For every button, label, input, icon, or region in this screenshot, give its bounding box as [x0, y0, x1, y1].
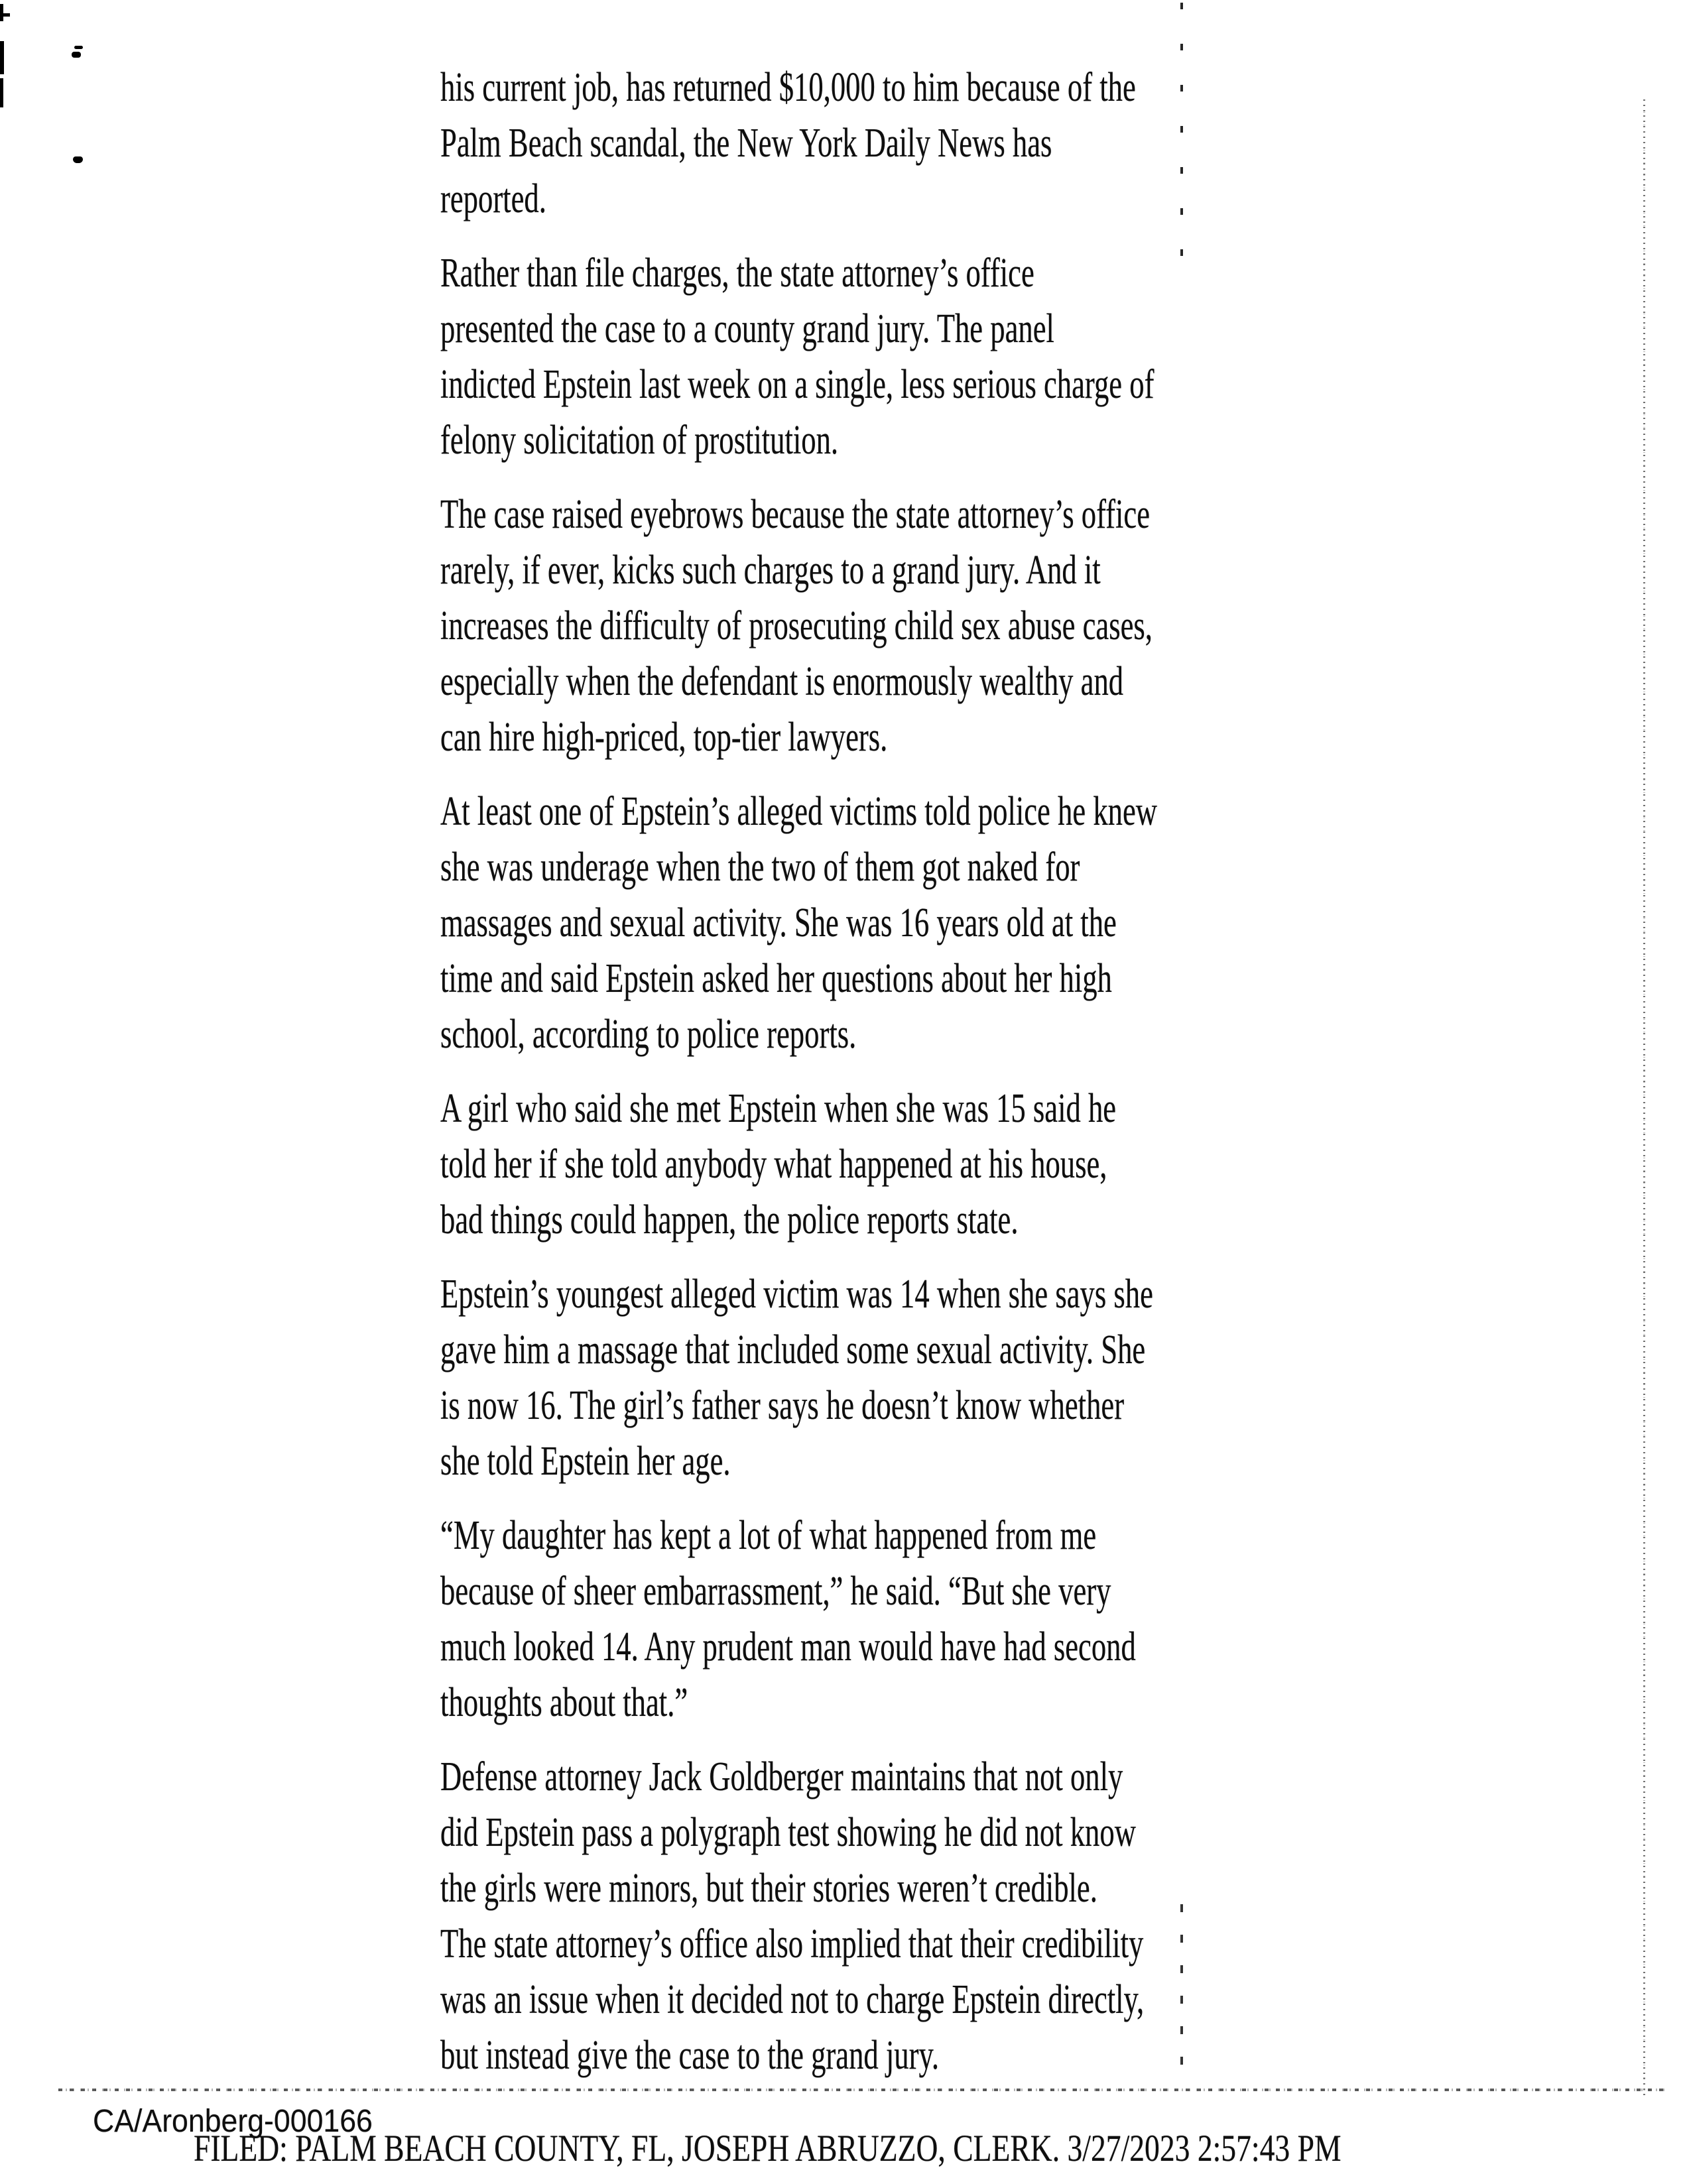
text-line: much looked 14. Any prudent man would have had second [440, 1624, 1136, 1669]
paragraph [440, 60, 1247, 227]
text-line: was an issue when it decided not to charge Epstein directly, [440, 1977, 1145, 2022]
bates-number: CA/Aronberg-000166 [93, 2104, 373, 2139]
left-edge-mark [0, 78, 3, 107]
text-line: school, according to police reports. [440, 1012, 857, 1057]
text-line: time and said Epstein asked her questions about her high [440, 956, 1112, 1001]
text-line: increases the difficulty of prosecuting child sex abuse cases, [440, 603, 1153, 648]
text-line: is now 16. The girl’s father says he doesn’t know whether [440, 1383, 1125, 1428]
text-line: but instead give the case to the grand jury. [440, 2033, 940, 2078]
paragraph [440, 487, 1247, 765]
text-line: presented the case to a county grand jury. The panel [440, 306, 1054, 351]
paragraph [440, 1266, 1247, 1489]
text-line: bad things could happen, the police reports state. [440, 1197, 1019, 1243]
text-line: rarely, if ever, kicks such charges to a grand jury. And it [440, 548, 1101, 593]
text-line: A girl who said she met Epstein when she was 15 said he [440, 1086, 1117, 1131]
paragraph [440, 784, 1247, 1062]
text-line: At least one of Epstein’s alleged victims told police he knew [440, 789, 1158, 834]
text-line: indicted Epstein last week on a single, less serious charge of [440, 362, 1155, 407]
filed-stamp: FILED: PALM BEACH COUNTY, FL, JOSEPH ABRUZZO, CLERK. 3/27/2023 2:57:43 PM [194, 2128, 1342, 2169]
paragraph [440, 1081, 1247, 1248]
text-line: she told Epstein her age. [440, 1439, 731, 1484]
text-line: told her if she told anybody what happened at his house, [440, 1142, 1107, 1187]
text-line: Palm Beach scandal, the New York Daily News has [440, 121, 1052, 166]
ink-speck [74, 46, 83, 49]
paragraph [440, 245, 1247, 468]
text-line: felony solicitation of prostitution. [440, 418, 839, 463]
text-line: Rather than file charges, the state attorney’s office [440, 251, 1034, 296]
text-line: massages and sexual activity. She was 16 years old at the [440, 900, 1117, 945]
text-line: can hire high-priced, top-tier lawyers. [440, 715, 888, 760]
text-line: The state attorney’s office also implied that their credibility [440, 1921, 1144, 1967]
text-line: did Epstein pass a polygraph test showing he did not know [440, 1810, 1136, 1855]
text-line: she was underage when the two of them got naked for [440, 845, 1080, 890]
left-edge-mark [0, 4, 3, 21]
text-line: “My daughter has kept a lot of what happened from me [440, 1513, 1097, 1558]
text-line: because of sheer embarrassment,” he said. “But she very [440, 1569, 1111, 1614]
text-line: Epstein’s youngest alleged victim was 14 when she says she [440, 1272, 1153, 1317]
left-edge-mark [0, 41, 4, 74]
text-line: his current job, has returned $10,000 to him because of the [440, 65, 1136, 110]
right-margin-noise-column [1643, 99, 1645, 2095]
text-line: gave him a massage that included some sexual activity. She [440, 1327, 1146, 1372]
left-edge-mark [0, 13, 10, 17]
paragraph [440, 1749, 1247, 2083]
ink-speck [72, 52, 81, 58]
text-line: The case raised eyebrows because the state attorney’s office [440, 492, 1151, 537]
text-line: reported. [440, 176, 546, 221]
paragraph [440, 1508, 1247, 1730]
text-line: the girls were minors, but their stories weren’t credible. [440, 1866, 1097, 1911]
text-line: thoughts about that.” [440, 1680, 688, 1725]
text-line: Defense attorney Jack Goldberger maintains that not only [440, 1754, 1123, 1799]
text-line: especially when the defendant is enormously wealthy and [440, 659, 1124, 704]
ink-speck [73, 156, 83, 163]
article-text [440, 60, 1247, 2102]
